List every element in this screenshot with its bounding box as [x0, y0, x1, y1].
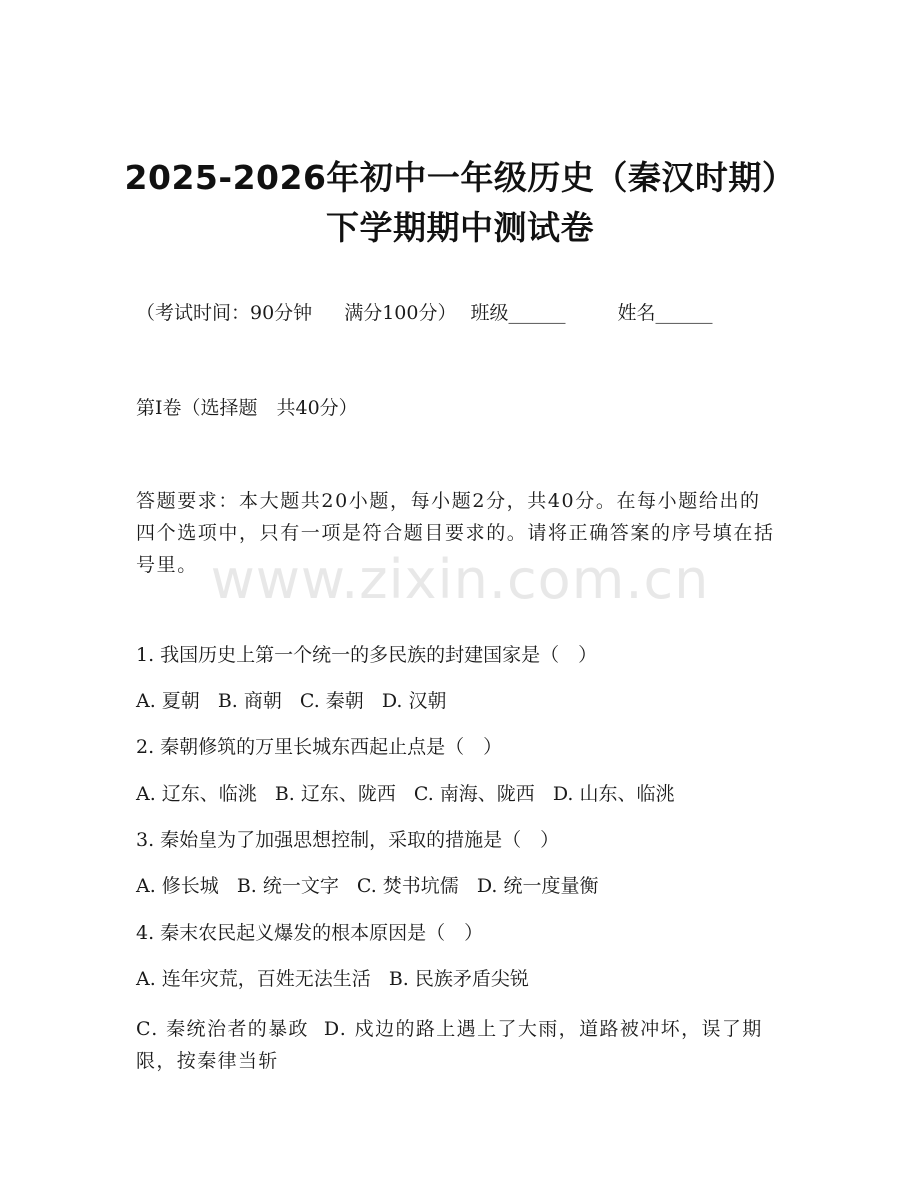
option-c: C. 秦朝: [299, 690, 364, 712]
exam-title-line1: 2025-2026年初中一年级历史（秦汉时期）: [124, 158, 796, 197]
option-c: C. 焚书坑儒: [356, 875, 459, 897]
option-a: A. 修长城: [136, 875, 219, 897]
option-d: D. 统一度量衡: [476, 875, 599, 897]
exam-title-line2: 下学期期中测试卷: [326, 208, 594, 247]
option-b: B. 民族矛盾尖锐: [388, 968, 529, 990]
section-heading: 第Ⅰ卷（选择题 共40分）: [136, 397, 358, 419]
option-d: D. 戍边的路上遇上了大雨，道路被冲坏，误了期限，按秦律当斩: [136, 1018, 763, 1072]
class-field: 班级______: [470, 302, 566, 324]
question-stem: 3. 秦始皇为了加强思想控制，采取的措施是（ ）: [136, 829, 560, 851]
question-options: [136, 873, 616, 899]
question-stem: 1. 我国历史上第一个统一的多民族的封建国家是（ ）: [136, 644, 598, 666]
exam-score: 满分100分）: [344, 302, 457, 324]
watermark: www.zixin.com.cn: [210, 548, 710, 611]
question-options: [136, 1013, 776, 1077]
name-field: 姓名______: [617, 302, 713, 324]
question-stem: 4. 秦末农民起义爆发的根本原因是（ ）: [136, 922, 484, 944]
option-a: A. 夏朝: [136, 690, 200, 712]
option-a: A. 辽东、临洮: [136, 783, 257, 805]
option-b: B. 辽东、陇西: [274, 783, 396, 805]
exam-time: （考试时间：90分钟: [136, 302, 313, 324]
option-c: C. 秦统治者的暴政: [136, 1018, 309, 1040]
exam-meta: [136, 300, 712, 326]
option-b: B. 商朝: [217, 690, 282, 712]
question-stem: 2. 秦朝修筑的万里长城东西起止点是（ ）: [136, 736, 503, 758]
option-c: C. 南海、陇西: [413, 783, 535, 805]
option-d: D. 山东、临洮: [552, 783, 675, 805]
option-a: A. 连年灾荒，百姓无法生活: [136, 968, 371, 990]
option-d: D. 汉朝: [381, 690, 447, 712]
answer-requirements: 答题要求：本大题共20小题，每小题2分，共40分。在每小题给出的四个选项中，只有一项是符合题目要求的。请将正确答案的序号填在括号里。: [136, 490, 775, 576]
question-options: [136, 688, 464, 714]
option-b: B. 统一文字: [236, 875, 339, 897]
question-options: [136, 966, 547, 992]
question-options: [136, 781, 692, 807]
